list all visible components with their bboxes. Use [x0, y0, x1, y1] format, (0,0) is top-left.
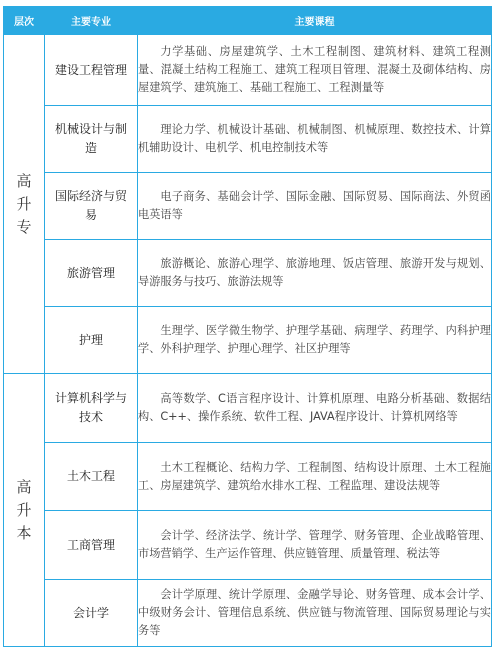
majors-table — [3, 6, 492, 647]
header-major: 主要专业 — [45, 7, 138, 35]
courses-cell: 理论力学、机械设计基础、机械制图、机械原理、数控技术、计算机辅助设计、电机学、机电控制技术等 — [138, 106, 492, 173]
major-name: 会计学 — [72, 605, 109, 620]
courses-cell: 会计学原理、统计学原理、金融学导论、财务管理、成本会计学、中级财务会计、管理信息系统、供应链与物流管理、国际贸易理论与实务等 — [138, 580, 492, 647]
table-row — [4, 240, 492, 307]
major-cell — [45, 307, 138, 374]
major-cell — [45, 374, 138, 443]
major-cell — [45, 106, 138, 173]
major-cell — [45, 580, 138, 647]
table-row — [4, 307, 492, 374]
major-name: 旅游管理 — [66, 265, 115, 280]
table-row — [4, 443, 492, 511]
major-name: 计算机科学与技术 — [54, 391, 127, 424]
major-cell — [45, 35, 138, 106]
major-cell — [45, 240, 138, 307]
courses-cell: 会计学、经济法学、统计学、管理学、财务管理、企业战略管理、市场营销学、生产运作管理、供应链管理、质量管理、税法等 — [138, 511, 492, 580]
table-row — [4, 106, 492, 173]
table-row — [4, 35, 492, 106]
level-label: 高升本 — [16, 477, 32, 542]
major-cell — [45, 443, 138, 511]
courses-cell: 力学基础、房屋建筑学、土木工程制图、建筑材料、建筑工程测量、混凝土结构工程施工、建筑工程项目管理、混凝土及砌体结构、房屋建筑学、建筑施工、基础工程施工、工程测量等 — [138, 35, 492, 106]
courses-cell: 旅游概论、旅游心理学、旅游地理、饭店管理、旅游开发与规划、导游服务与技巧、旅游法规等 — [138, 240, 492, 307]
table-row — [4, 173, 492, 240]
table-row — [4, 511, 492, 580]
major-name: 土木工程 — [66, 469, 115, 483]
header-level: 层次 — [4, 7, 45, 35]
table-row — [4, 374, 492, 443]
courses-cell: 土木工程概论、结构力学、工程制图、结构设计原理、土木工程施工、房屋建筑学、建筑给水排水工程、工程监理、建设法规等 — [138, 443, 492, 511]
major-name: 国际经济与贸易 — [54, 189, 127, 222]
header-courses: 主要课程 — [138, 7, 492, 35]
courses-cell: 生理学、医学微生物学、护理学基础、病理学、药理学、内科护理学、外科护理学、护理心理学、社区护理等 — [138, 307, 492, 374]
level-cell-gaoshengzhuan — [4, 35, 45, 374]
courses-cell: 电子商务、基础会计学、国际金融、国际贸易、国际商法、外贸函电英语等 — [138, 173, 492, 240]
major-name: 工商管理 — [66, 537, 115, 552]
major-name: 护理 — [78, 332, 103, 347]
major-cell — [45, 511, 138, 580]
major-name: 机械设计与制造 — [54, 122, 127, 155]
table-row — [4, 580, 492, 647]
major-name: 建设工程管理 — [54, 62, 127, 77]
table-header-row — [4, 7, 492, 35]
level-cell-gaoshengben — [4, 374, 45, 647]
major-cell — [45, 173, 138, 240]
courses-cell: 高等数学、C语言程序设计、计算机原理、电路分析基础、数据结构、C++、操作系统、软件工程、JAVA程序设计、计算机网络等 — [138, 374, 492, 443]
level-label: 高升专 — [16, 171, 32, 236]
